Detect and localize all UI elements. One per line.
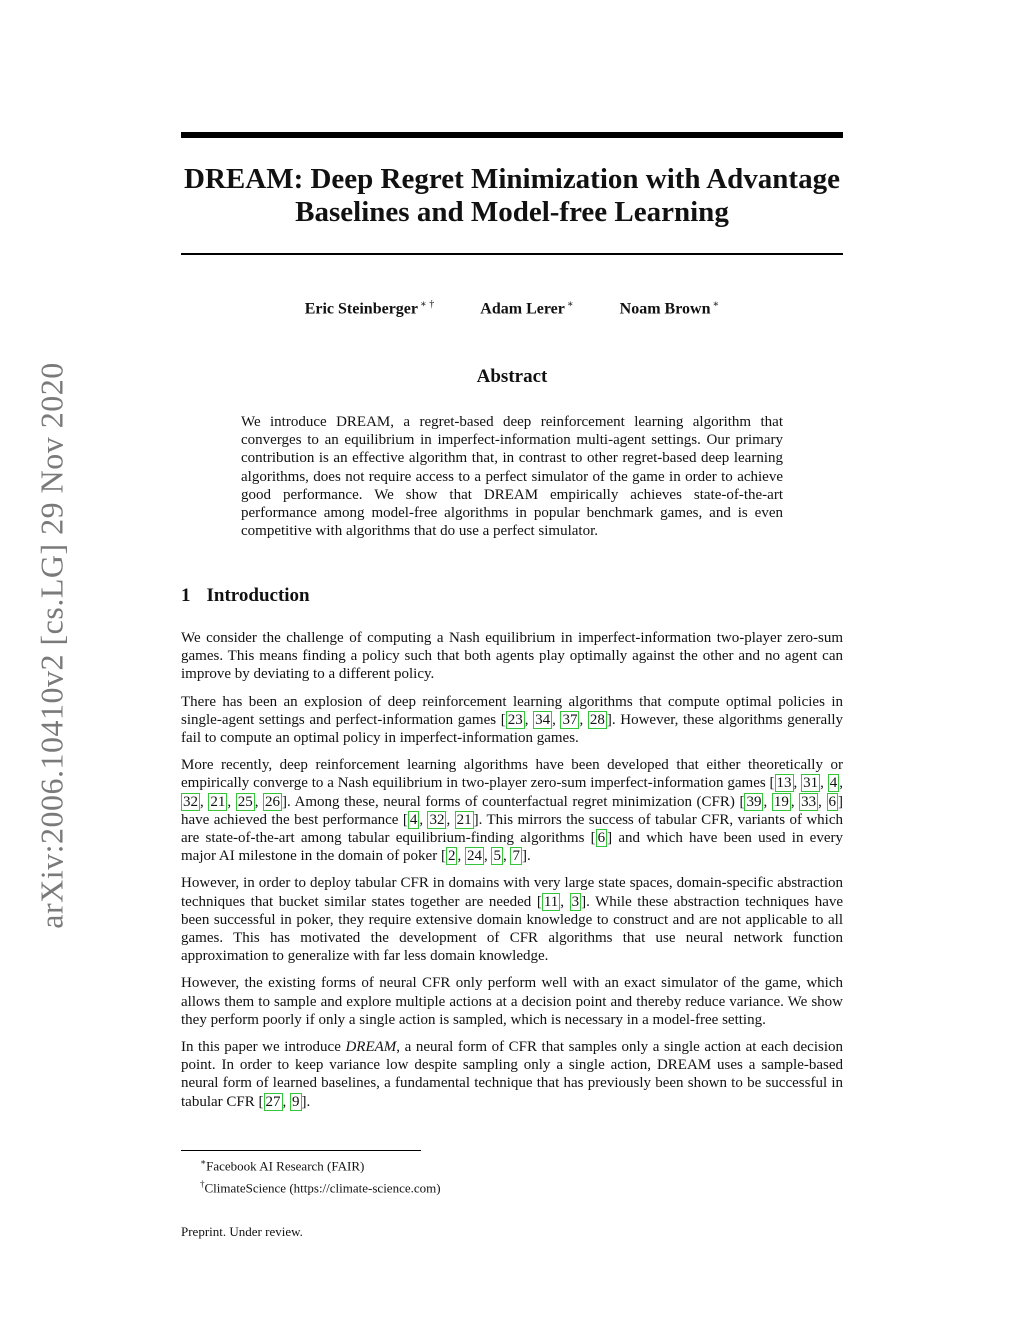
text-run: ,	[419, 811, 428, 828]
text-run: ] have achieved the best performance [	[181, 793, 844, 828]
footnote-mark: †	[200, 1179, 205, 1190]
author	[480, 299, 573, 318]
body-paragraph	[181, 1038, 843, 1111]
text-run: However, the existing forms of neural CFR only perform well with an exact simulator of the game, which allows them to sample and explore multiple actions at a decision point and thereby reduce variance. We show they perform poorly if only a single action is sampled, which is necessary in a model-free setting.	[181, 975, 843, 1028]
footnote	[200, 1153, 441, 1175]
text-run: ]. Among these, neural forms of counterfactual regret minimization (CFR) [	[282, 793, 745, 810]
citation-link[interactable]: 7	[512, 848, 520, 865]
text-run: ]. This mirrors the success of tabular CFR, variants of which are state-of-the-art among tabular equilibrium-finding algorithms [	[181, 811, 843, 847]
text-run: ,	[483, 848, 492, 865]
citation-link[interactable]: 19	[773, 793, 789, 810]
body-paragraph	[181, 974, 843, 1029]
text-run: There has been an explosion of deep reinforcement learning algorithms that compute optimal policies in single-agent settings and perfect-information games [	[181, 693, 843, 728]
arxiv-stamp	[34, 348, 70, 942]
title-rule-top	[181, 132, 843, 138]
text-run: ,	[560, 893, 570, 910]
text-run: , a neural form of CFR that samples only a single action at each decision point. In order to keep variance low despite sampling only a single action, DREAM uses a sample-based neural form of learned baselines, a fundamental technique that has previously been shown to be successful in tabular CFR [	[181, 1039, 843, 1110]
text-run: ,	[820, 775, 828, 792]
author	[620, 299, 720, 318]
title-rule-bottom	[181, 253, 843, 255]
text-run: ].	[521, 848, 531, 865]
text-run: However, in order to deploy tabular CFR in domains with very large state spaces, domain-specific abstraction techniques that bucket similar states together are needed [	[181, 875, 843, 910]
citation-link[interactable]: 32	[183, 793, 198, 810]
citation-link[interactable]: 5	[493, 848, 501, 865]
author-list	[181, 299, 843, 318]
text-run: ].	[301, 1093, 311, 1110]
text-run: ,	[524, 711, 534, 728]
footnote-rule	[181, 1150, 421, 1151]
arxiv-stamp-text: arXiv:2006.10410v2 [cs.LG] 29 Nov 2020	[33, 361, 70, 929]
text-run: ,	[579, 711, 588, 728]
text-run: More recently, deep reinforcement learning algorithms have been developed that either theoretically or empirically converge to a Nash equilibrium in two-player zero-sum imperfect-information games [	[181, 757, 843, 792]
text-run: ,	[446, 811, 455, 828]
citation-link[interactable]: 25	[237, 793, 253, 810]
text-run: ] and which have been used in every major AI milestone in the domain of poker [	[181, 830, 843, 865]
section-body	[181, 629, 843, 1120]
citation-link[interactable]: 13	[776, 775, 792, 792]
footnote-text: ClimateScience (https://climate-science.com)	[204, 1180, 441, 1196]
text-run: ,	[457, 848, 465, 865]
text-run: ,	[552, 711, 561, 728]
footnote-mark: ∗	[200, 1157, 207, 1167]
text-run: ,	[839, 775, 844, 792]
citation-link[interactable]: 34	[535, 711, 551, 728]
text-run: ]. However, these algorithms generally fail to compute an optimal policy in imperfect-information games.	[181, 711, 844, 747]
preprint-note: Preprint. Under review.	[181, 1224, 303, 1239]
citation-link[interactable]: 27	[265, 1093, 281, 1110]
citation-link[interactable]: 24	[466, 848, 482, 865]
text-run: We consider the challenge of computing a Nash equilibrium in imperfect-information two-player zero-sum games. This means finding a policy such that both agents play optimally against the other and no agent can improve by deviating to a different policy.	[181, 630, 843, 683]
citation-link[interactable]: 4	[829, 775, 838, 792]
body-paragraph	[181, 756, 843, 865]
footnote	[200, 1175, 441, 1197]
citation-link[interactable]: 4	[409, 811, 418, 828]
text-run: ,	[200, 793, 209, 810]
body-paragraph	[181, 629, 843, 684]
text-run: ,	[763, 793, 772, 810]
text-run: In this paper we introduce	[181, 1039, 346, 1056]
text-run: ]. While these abstraction techniques have been successful in poker, they require extensive domain knowledge to construct and are not applicable to all games. This has motivated the development of CFR algorithms that use neural network function approximation to generalize with far less domain knowledge.	[181, 893, 844, 965]
citation-link[interactable]: 9	[292, 1093, 300, 1110]
body-paragraph	[181, 693, 843, 748]
author	[305, 299, 435, 318]
abstract-heading: Abstract	[476, 366, 548, 387]
citation-link[interactable]: 21	[210, 793, 226, 810]
author-name: Noam Brown	[619, 300, 711, 318]
citation-link[interactable]: 37	[562, 711, 578, 728]
section-number: 1	[181, 585, 191, 606]
emphasis-text: DREAM	[345, 1039, 397, 1056]
citation-link[interactable]: 26	[265, 793, 281, 810]
text-run: ,	[793, 775, 802, 792]
paper-title: DREAM: Deep Regret Minimization with Advantage Baselines and Model-free Learning	[184, 163, 840, 228]
text-run: ,	[818, 793, 827, 810]
citation-link[interactable]: 33	[801, 793, 817, 810]
citation-link[interactable]: 11	[543, 893, 559, 910]
citation-link[interactable]: 3	[571, 893, 580, 910]
citation-link[interactable]: 6	[828, 793, 837, 810]
citation-link[interactable]: 2	[447, 848, 456, 865]
citation-link[interactable]: 23	[507, 711, 523, 728]
section-title: Introduction	[206, 585, 310, 606]
text-run: ,	[790, 793, 800, 810]
citation-link[interactable]: 21	[456, 811, 472, 828]
citation-link[interactable]: 31	[803, 775, 819, 792]
author-affiliation-mark: ∗	[566, 299, 574, 310]
text-run: ,	[502, 848, 511, 865]
text-run: ,	[227, 793, 236, 810]
abstract-text: We introduce DREAM, a regret-based deep reinforcement learning algorithm that converges to an equilibrium in imperfect-information multi-agent settings. Our primary contribution is an effective algorithm that, in contrast to other regret-based deep learning algorithms, does not require access to a perfect simulator of the game in order to achieve good performance. We show that DREAM empirically achieves state-of-the-art performance among model-free algorithms in popular benchmark games, and is even competitive with algorithms that do use a perfect simulator.	[241, 414, 783, 540]
author-affiliation-mark: ∗ †	[420, 299, 435, 310]
citation-link[interactable]: 39	[746, 793, 762, 810]
citation-link[interactable]: 28	[589, 711, 605, 728]
citation-link[interactable]: 6	[597, 830, 606, 847]
citation-link[interactable]: 32	[429, 811, 445, 828]
section-heading	[181, 585, 310, 607]
text-run: ,	[282, 1093, 290, 1110]
body-paragraph	[181, 874, 843, 965]
text-run: ,	[254, 793, 264, 810]
footnotes	[200, 1153, 441, 1198]
footnote-text: Facebook AI Research (FAIR)	[206, 1158, 365, 1174]
author-name: Adam Lerer	[480, 300, 565, 318]
author-affiliation-mark: ∗	[712, 299, 720, 310]
author-name: Eric Steinberger	[304, 300, 418, 318]
